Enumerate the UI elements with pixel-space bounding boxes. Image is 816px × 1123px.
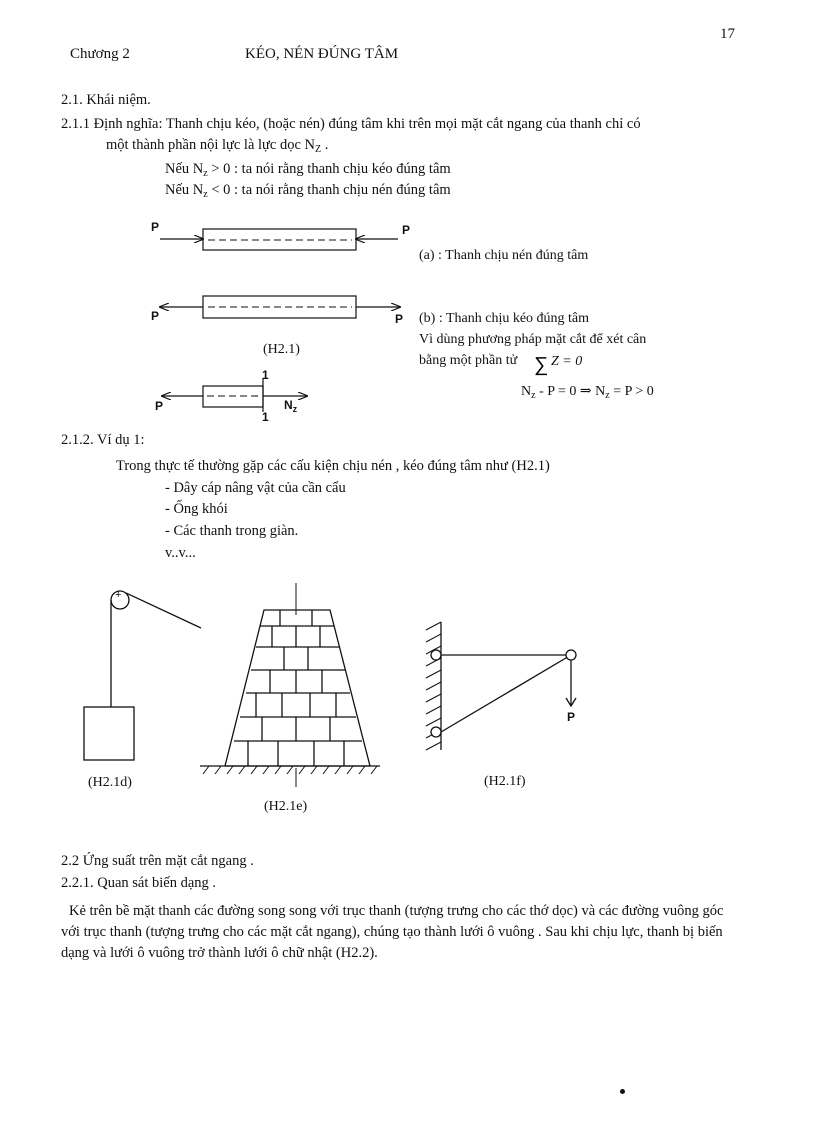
subscript: z <box>203 189 208 200</box>
chapter-label: Chương 2 <box>70 46 130 62</box>
caption-b-line3: bằng một phần tử <box>419 353 518 368</box>
caption-a: (a) : Thanh chịu nén đúng tâm <box>419 248 589 263</box>
subscript: Z <box>315 144 322 155</box>
subscript: z <box>292 404 298 414</box>
force-label-p: P <box>151 309 160 323</box>
subscript: z <box>531 390 536 401</box>
example-intro: Trong thực tế thường gặp các cấu kiện chịu nén , kéo đúng tâm như (H2.1) <box>116 458 550 474</box>
figure-label-h2-1: (H2.1) <box>263 342 300 357</box>
crane-drawing <box>84 591 201 760</box>
pulley-plus: + <box>115 589 122 601</box>
section-mark-1: 1 <box>262 410 269 424</box>
body-paragraph: Kẻ trên bề mặt thanh các đường song song với trục thanh (tượng trưng cho các thớ dọc) và các đường vuông góc với trục thanh (tượng trưng cho các mặt cắt ngang), chúng tạo thành lưới ô vuông . Sau khi chịu lực, thanh bị biến dạng và lưới ô vuông trở thành lưới ô chữ nhật (H2.2). <box>61 903 724 961</box>
cond-text: Nếu N <box>165 182 204 198</box>
section-heading-2-1: 2.1. Khái niệm. <box>61 92 151 108</box>
force-label-p: P <box>395 312 404 326</box>
example-item: v..v... <box>165 545 196 561</box>
figure-label-h2-1e: (H2.1e) <box>264 799 308 814</box>
cond-text-end: < 0 : ta nói rằng thanh chịu nén đúng tâm <box>207 182 451 198</box>
eq-part: = P > 0 <box>609 384 654 399</box>
force-label-p: P <box>151 220 160 234</box>
subscript: z <box>203 168 208 179</box>
cond-text: Nếu N <box>165 161 204 177</box>
page-number: 17 <box>720 26 735 42</box>
def-text-end: . <box>321 137 329 153</box>
section-heading-2-1-2: 2.1.2. Ví dụ 1: <box>61 432 145 448</box>
example-item: - Dây cáp nâng vật của cần cẩu <box>165 480 346 496</box>
section-heading-2-2-1: 2.2.1. Quan sát biến dạng . <box>61 875 217 891</box>
caption-b-line2: Vì dùng phương pháp mặt cắt để xét cân <box>419 332 647 347</box>
figure-label-h2-1f: (H2.1f) <box>484 774 526 789</box>
force-label-p: P <box>155 399 164 413</box>
sum-equation: Z = 0 <box>551 354 583 369</box>
chimney-drawing <box>200 583 380 787</box>
section-heading-2-2: 2.2 Ứng suất trên mặt cắt ngang . <box>61 853 254 869</box>
section-mark-1: 1 <box>262 368 269 382</box>
nz-letter: N <box>284 398 293 412</box>
eq-part: - P = 0 ⇒ N <box>535 384 606 399</box>
example-item: - Các thanh trong giàn. <box>165 523 299 539</box>
subscript: z <box>605 390 610 401</box>
truss-drawing <box>426 622 576 750</box>
force-label-p: P <box>402 223 411 237</box>
figure-label-h2-1d: (H2.1d) <box>88 775 132 790</box>
caption-b: (b) : Thanh chịu kéo đúng tâm <box>419 311 590 326</box>
definition-line-1: 2.1.1 Định nghĩa: Thanh chịu kéo, (hoặc nén) đúng tâm khi trên mọi mặt cắt ngang của thanh chỉ có <box>61 116 641 132</box>
chapter-title: KÉO, NÉN ĐÚNG TÂM <box>245 46 399 62</box>
eq-part: N <box>521 384 532 399</box>
example-item: - Ống khói <box>165 501 228 517</box>
def-text: một thành phần nội lực là lực dọc N <box>106 137 316 153</box>
scan-speck <box>620 1089 625 1094</box>
cond-text-end: > 0 : ta nói rằng thanh chịu kéo đúng tâm <box>207 161 451 177</box>
load-label-p: P <box>567 710 576 724</box>
sum-symbol: ∑ <box>534 354 549 376</box>
